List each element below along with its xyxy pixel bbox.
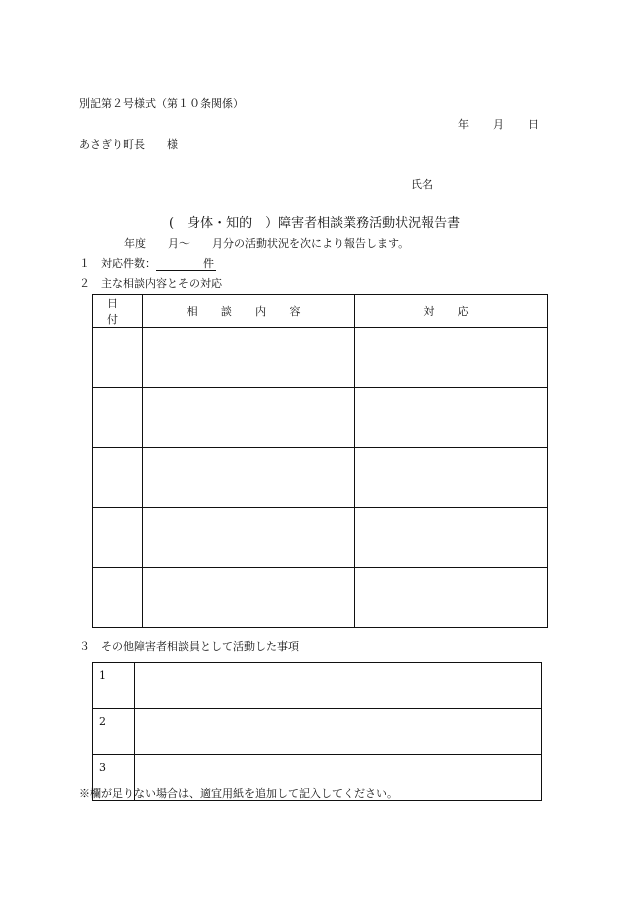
response-count-label: １ 対応件数： [79, 257, 156, 270]
date-cell[interactable] [93, 508, 143, 568]
column-header-content: 相 談 内 容 [143, 295, 355, 328]
date-line [458, 119, 539, 130]
content-cell[interactable] [143, 448, 355, 508]
column-header-response: 対 応 [355, 295, 548, 328]
response-count-field[interactable] [156, 258, 216, 271]
content-cell[interactable] [143, 328, 355, 388]
table-row [93, 388, 548, 448]
item-number: 2 [93, 709, 135, 755]
column-header-date: 日 付 [93, 295, 143, 328]
date-cell[interactable] [93, 388, 143, 448]
response-count-line [79, 258, 216, 271]
response-cell[interactable] [355, 448, 548, 508]
activity-cell[interactable] [135, 709, 542, 755]
day-label: 日 [528, 118, 539, 131]
activity-cell[interactable] [135, 663, 542, 709]
table-row [93, 508, 548, 568]
date-cell[interactable] [93, 328, 143, 388]
table-row [93, 328, 548, 388]
consultation-table [92, 294, 548, 628]
section3-label: ３ その他障害者相談員として活動した事項 [79, 640, 299, 653]
response-cell[interactable] [355, 388, 548, 448]
table-row [93, 663, 542, 709]
month-label: 月 [493, 118, 504, 131]
applicant-name-label: 氏名 [411, 178, 433, 191]
date-cell[interactable] [93, 568, 143, 628]
content-cell[interactable] [143, 388, 355, 448]
date-cell[interactable] [93, 448, 143, 508]
table-row [93, 709, 542, 755]
form-label: 別記第２号様式（第１０条関係） [79, 97, 244, 110]
item-number: 1 [93, 663, 135, 709]
table-row [93, 448, 548, 508]
footnote: ※欄が足りない場合は、適宜用紙を追加して記入してください。 [79, 787, 398, 800]
year-label: 年 [458, 118, 469, 131]
item-number: 3 [93, 755, 135, 801]
addressee: あさぎり町長 様 [79, 138, 178, 151]
table-header-row [93, 295, 548, 328]
response-cell[interactable] [355, 508, 548, 568]
report-period-line: 年度 月～ 月分の活動状況を次により報告します。 [124, 237, 410, 250]
section2-label: ２ 主な相談内容とその対応 [79, 277, 222, 290]
response-cell[interactable] [355, 568, 548, 628]
content-cell[interactable] [143, 568, 355, 628]
report-title: ( 身体・知的 ）障害者相談業務活動状況報告書 [169, 216, 461, 231]
table-row [93, 568, 548, 628]
response-cell[interactable] [355, 328, 548, 388]
response-count-unit: 件 [203, 257, 214, 270]
content-cell[interactable] [143, 508, 355, 568]
other-activities-table [92, 662, 542, 801]
